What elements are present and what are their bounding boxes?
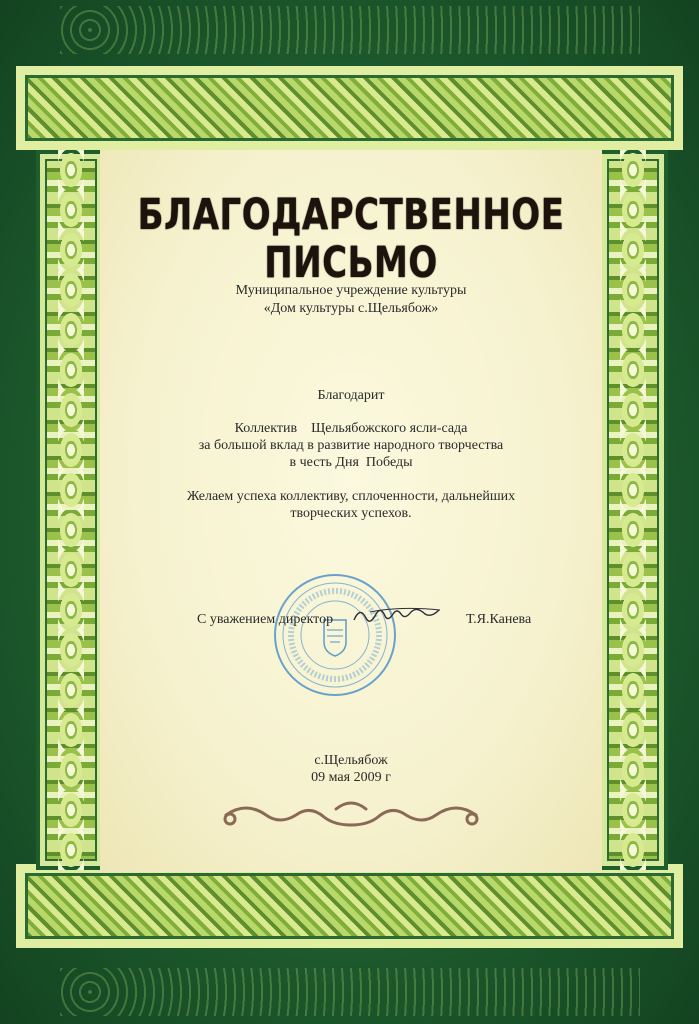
wish-line-1: Желаем успеха коллективу, сплоченности, дальнейших [186, 489, 516, 504]
wish-line-2: творческих успехов. [290, 506, 412, 521]
occasion-line: в честь Дня Победы [289, 455, 413, 470]
recipient-line: Коллектив Щельябожского ясли-сада [234, 421, 468, 436]
issuer-line-1: Муниципальное учреждение культуры [235, 283, 467, 298]
left-ornamental-column [36, 150, 106, 870]
handwritten-signature [350, 600, 460, 630]
bottom-filigree [60, 968, 640, 1016]
official-stamp [272, 572, 398, 698]
reason-line: за большой вклад в развитие народного творчества [198, 438, 504, 453]
document-title-line-1: БЛАГОДАРСТВЕННОЕ [137, 190, 565, 240]
left-column-pattern [58, 150, 84, 870]
bottom-ornamental-band [16, 864, 683, 948]
scroll-divider-ornament [216, 795, 486, 835]
issuer-line-2: «Дом культуры с.Щельябож» [263, 301, 439, 316]
right-column-pattern [620, 150, 646, 870]
document-title-line-2: ПИСЬМО [264, 238, 438, 288]
right-ornamental-column [598, 150, 668, 870]
place-of-issue: с.Щельябож [314, 753, 388, 768]
signature-label: С уважением директор [197, 612, 334, 627]
top-filigree [60, 6, 640, 54]
top-ornamental-band [16, 66, 683, 150]
thanks-verb: Благодарит [317, 388, 385, 403]
issue-date: 09 мая 2009 г [311, 770, 391, 785]
signatory-name: Т.Я.Канева [466, 612, 532, 627]
